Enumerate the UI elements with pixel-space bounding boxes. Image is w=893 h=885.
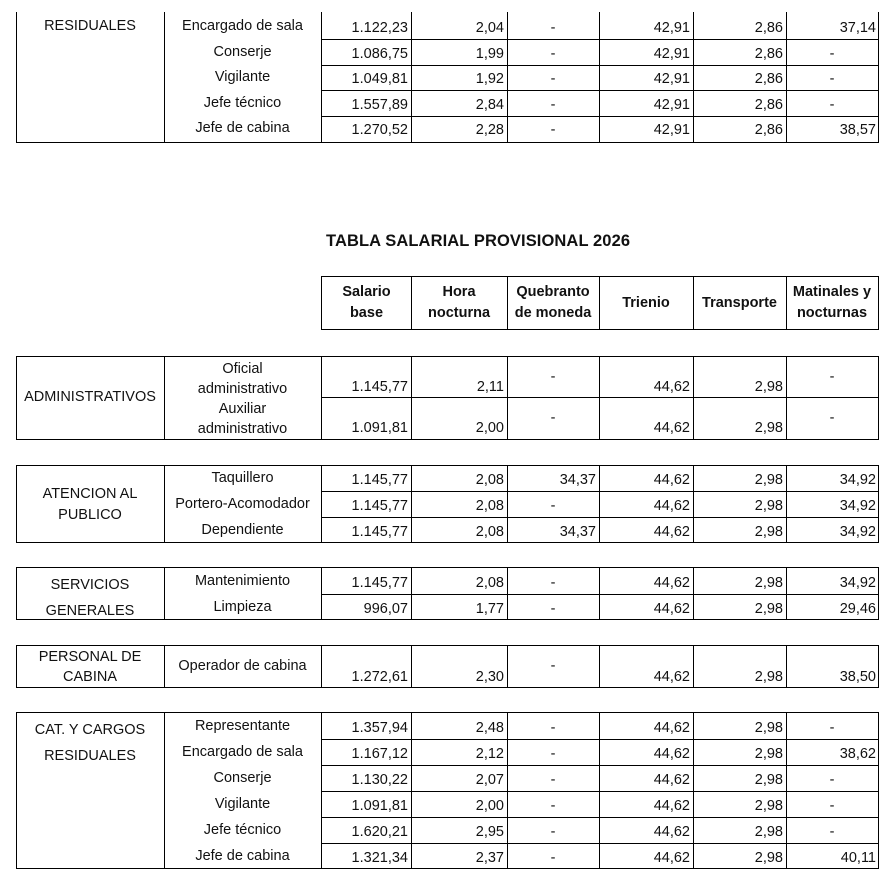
transporte-value: 2,98 xyxy=(754,575,783,591)
salario-base-value: 1.145,77 xyxy=(351,379,408,395)
job-title: Jefe técnico xyxy=(203,822,282,838)
salario-base-value: 1.091,81 xyxy=(351,798,408,814)
matinales-value: 34,92 xyxy=(839,472,876,488)
quebranto-value: - xyxy=(550,720,556,736)
trienio-value: 44,62 xyxy=(653,420,690,436)
salario-base-value: 996,07 xyxy=(363,601,408,617)
trienio-value: 44,62 xyxy=(653,824,690,840)
category-label: PERSONAL DE CABINA xyxy=(38,649,142,685)
matinales-value: 38,50 xyxy=(839,669,876,685)
header-salario-base: Salario base xyxy=(342,284,391,321)
salario-base-value: 1.357,94 xyxy=(351,720,408,736)
transporte-value: 2,98 xyxy=(754,669,783,685)
matinales-value: - xyxy=(829,798,835,814)
trienio-value: 44,62 xyxy=(653,498,690,514)
group-atencion-al-publico xyxy=(16,465,879,543)
hora-nocturna-value: 2,12 xyxy=(475,746,504,762)
matinales-value: 38,62 xyxy=(839,746,876,762)
group-personal-de-cabina xyxy=(16,645,879,688)
category-label: CAT. Y CARGOS RESIDUALES xyxy=(34,722,146,764)
quebranto-value: - xyxy=(550,369,556,385)
salario-base-value: 1.122,23 xyxy=(351,20,408,36)
hora-nocturna-value: 1,99 xyxy=(475,46,504,62)
transporte-value: 2,98 xyxy=(754,601,783,617)
hora-nocturna-value: 2,84 xyxy=(475,97,504,113)
matinales-value: - xyxy=(829,369,835,385)
job-title: Taquillero xyxy=(211,470,274,486)
hora-nocturna-value: 2,11 xyxy=(476,379,504,395)
transporte-value: 2,98 xyxy=(754,379,783,395)
job-title: Jefe técnico xyxy=(203,95,282,111)
transporte-value: 2,98 xyxy=(754,720,783,736)
quebranto-value: 34,37 xyxy=(559,472,596,488)
transporte-value: 2,98 xyxy=(754,772,783,788)
quebranto-value: - xyxy=(550,97,556,113)
job-title: Mantenimiento xyxy=(194,573,291,589)
job-title: Oficial administrativo xyxy=(197,361,288,397)
matinales-value: - xyxy=(829,410,835,426)
transporte-value: 2,86 xyxy=(754,97,783,113)
hora-nocturna-value: 2,30 xyxy=(475,669,504,685)
hora-nocturna-value: 2,37 xyxy=(475,850,504,866)
matinales-value: - xyxy=(829,824,835,840)
quebranto-value: - xyxy=(550,746,556,762)
salario-base-value: 1.145,77 xyxy=(351,524,408,540)
job-title: Limpieza xyxy=(213,599,272,615)
quebranto-value: - xyxy=(550,601,556,617)
transporte-value: 2,86 xyxy=(754,46,783,62)
quebranto-value: - xyxy=(550,46,556,62)
quebranto-value: - xyxy=(550,71,556,87)
category-label: ADMINISTRATIVOS xyxy=(24,389,156,405)
page-title: TABLA SALARIAL PROVISIONAL 2026 xyxy=(326,232,631,250)
job-title: Encargado de sala xyxy=(182,744,303,760)
hora-nocturna-value: 2,08 xyxy=(475,472,504,488)
salario-base-value: 1.130,22 xyxy=(351,772,408,788)
hora-nocturna-value: 2,48 xyxy=(475,720,504,736)
category-label: ATENCION AL PUBLICO xyxy=(42,486,138,523)
job-title: Operador de cabina xyxy=(178,658,307,674)
job-title: Conserje xyxy=(213,44,272,60)
category-label: SERVICIOS GENERALES xyxy=(45,577,135,619)
quebranto-value: - xyxy=(550,498,556,514)
quebranto-value: - xyxy=(550,410,556,426)
quebranto-value: - xyxy=(550,20,556,36)
quebranto-value: - xyxy=(550,772,556,788)
trienio-value: 44,62 xyxy=(653,524,690,540)
transporte-value: 2,98 xyxy=(754,498,783,514)
trienio-value: 44,62 xyxy=(653,669,690,685)
header-transporte: Transporte xyxy=(702,294,777,311)
trienio-value: 44,62 xyxy=(653,379,690,395)
transporte-value: 2,98 xyxy=(754,850,783,866)
hora-nocturna-value: 2,00 xyxy=(475,420,504,436)
matinales-value: - xyxy=(829,46,835,62)
matinales-value: - xyxy=(829,97,835,113)
salario-base-value: 1.270,52 xyxy=(351,122,408,138)
trienio-value: 42,91 xyxy=(653,46,690,62)
trienio-value: 44,62 xyxy=(653,850,690,866)
salario-base-value: 1.557,89 xyxy=(351,97,408,113)
column-header xyxy=(321,276,879,330)
matinales-value: 34,92 xyxy=(839,575,876,591)
transporte-value: 2,98 xyxy=(754,524,783,540)
salario-base-value: 1.167,12 xyxy=(351,746,408,762)
transporte-value: 2,98 xyxy=(754,798,783,814)
trienio-value: 42,91 xyxy=(653,71,690,87)
hora-nocturna-value: 1,77 xyxy=(475,601,504,617)
transporte-value: 2,98 xyxy=(754,472,783,488)
trienio-value: 44,62 xyxy=(653,575,690,591)
transporte-value: 2,86 xyxy=(754,122,783,138)
hora-nocturna-value: 2,08 xyxy=(475,524,504,540)
matinales-value: 40,11 xyxy=(840,850,876,866)
transporte-value: 2,86 xyxy=(754,20,783,36)
trienio-value: 42,91 xyxy=(653,97,690,113)
job-title: Auxiliar administrativo xyxy=(197,401,288,437)
trienio-value: 42,91 xyxy=(653,20,690,36)
trienio-value: 44,62 xyxy=(653,601,690,617)
category-label: RESIDUALES xyxy=(44,18,136,34)
header-hora-nocturna: Hora nocturna xyxy=(427,284,491,321)
previous-table-fragment xyxy=(16,12,879,143)
salario-base-value: 1.272,61 xyxy=(351,669,408,685)
salario-base-value: 1.620,21 xyxy=(351,824,408,840)
trienio-value: 42,91 xyxy=(653,122,690,138)
job-title: Encargado de sala xyxy=(182,18,303,34)
group-administrativos xyxy=(16,356,879,440)
quebranto-value: 34,37 xyxy=(559,524,596,540)
salario-base-value: 1.086,75 xyxy=(351,46,408,62)
quebranto-value: - xyxy=(550,798,556,814)
hora-nocturna-value: 2,08 xyxy=(475,498,504,514)
matinales-value: - xyxy=(829,71,835,87)
quebranto-value: - xyxy=(550,658,556,674)
trienio-value: 44,62 xyxy=(653,720,690,736)
matinales-value: 29,46 xyxy=(839,601,876,617)
salario-base-value: 1.321,34 xyxy=(351,850,408,866)
hora-nocturna-value: 1,92 xyxy=(475,71,504,87)
transporte-value: 2,98 xyxy=(754,420,783,436)
matinales-value: 34,92 xyxy=(839,524,876,540)
matinales-value: 34,92 xyxy=(839,498,876,514)
transporte-value: 2,86 xyxy=(754,71,783,87)
salario-base-value: 1.145,77 xyxy=(351,498,408,514)
hora-nocturna-value: 2,07 xyxy=(475,772,504,788)
trienio-value: 44,62 xyxy=(653,746,690,762)
salario-base-value: 1.049,81 xyxy=(351,71,408,87)
quebranto-value: - xyxy=(550,575,556,591)
header-trienio: Trienio xyxy=(622,294,670,311)
job-title: Vigilante xyxy=(214,69,271,85)
hora-nocturna-value: 2,95 xyxy=(475,824,504,840)
transporte-value: 2,98 xyxy=(754,746,783,762)
trienio-value: 44,62 xyxy=(653,472,690,488)
job-title: Jefe de cabina xyxy=(195,120,290,136)
trienio-value: 44,62 xyxy=(653,798,690,814)
quebranto-value: - xyxy=(550,850,556,866)
hora-nocturna-value: 2,28 xyxy=(475,122,504,138)
group-cat-y-cargos-residuales xyxy=(16,712,879,869)
matinales-value: - xyxy=(829,772,835,788)
matinales-value: 37,14 xyxy=(839,20,876,36)
matinales-value: 38,57 xyxy=(839,122,876,138)
hora-nocturna-value: 2,08 xyxy=(475,575,504,591)
hora-nocturna-value: 2,04 xyxy=(475,20,504,36)
trienio-value: 44,62 xyxy=(653,772,690,788)
job-title: Representante xyxy=(194,718,291,734)
job-title: Dependiente xyxy=(201,522,284,538)
job-title: Portero-Acomodador xyxy=(175,496,310,512)
group-servicios-generales xyxy=(16,567,879,620)
job-title: Vigilante xyxy=(214,796,271,812)
transporte-value: 2,98 xyxy=(754,824,783,840)
job-title: Jefe de cabina xyxy=(195,848,290,864)
job-title: Conserje xyxy=(213,770,272,786)
header-quebranto: Quebranto de moneda xyxy=(514,284,592,321)
matinales-value: - xyxy=(829,720,835,736)
header-matinales: Matinales y nocturnas xyxy=(792,284,872,321)
salario-base-value: 1.145,77 xyxy=(351,575,408,591)
salario-base-value: 1.145,77 xyxy=(351,472,408,488)
salario-base-value: 1.091,81 xyxy=(351,420,408,436)
quebranto-value: - xyxy=(550,122,556,138)
hora-nocturna-value: 2,00 xyxy=(475,798,504,814)
quebranto-value: - xyxy=(550,824,556,840)
